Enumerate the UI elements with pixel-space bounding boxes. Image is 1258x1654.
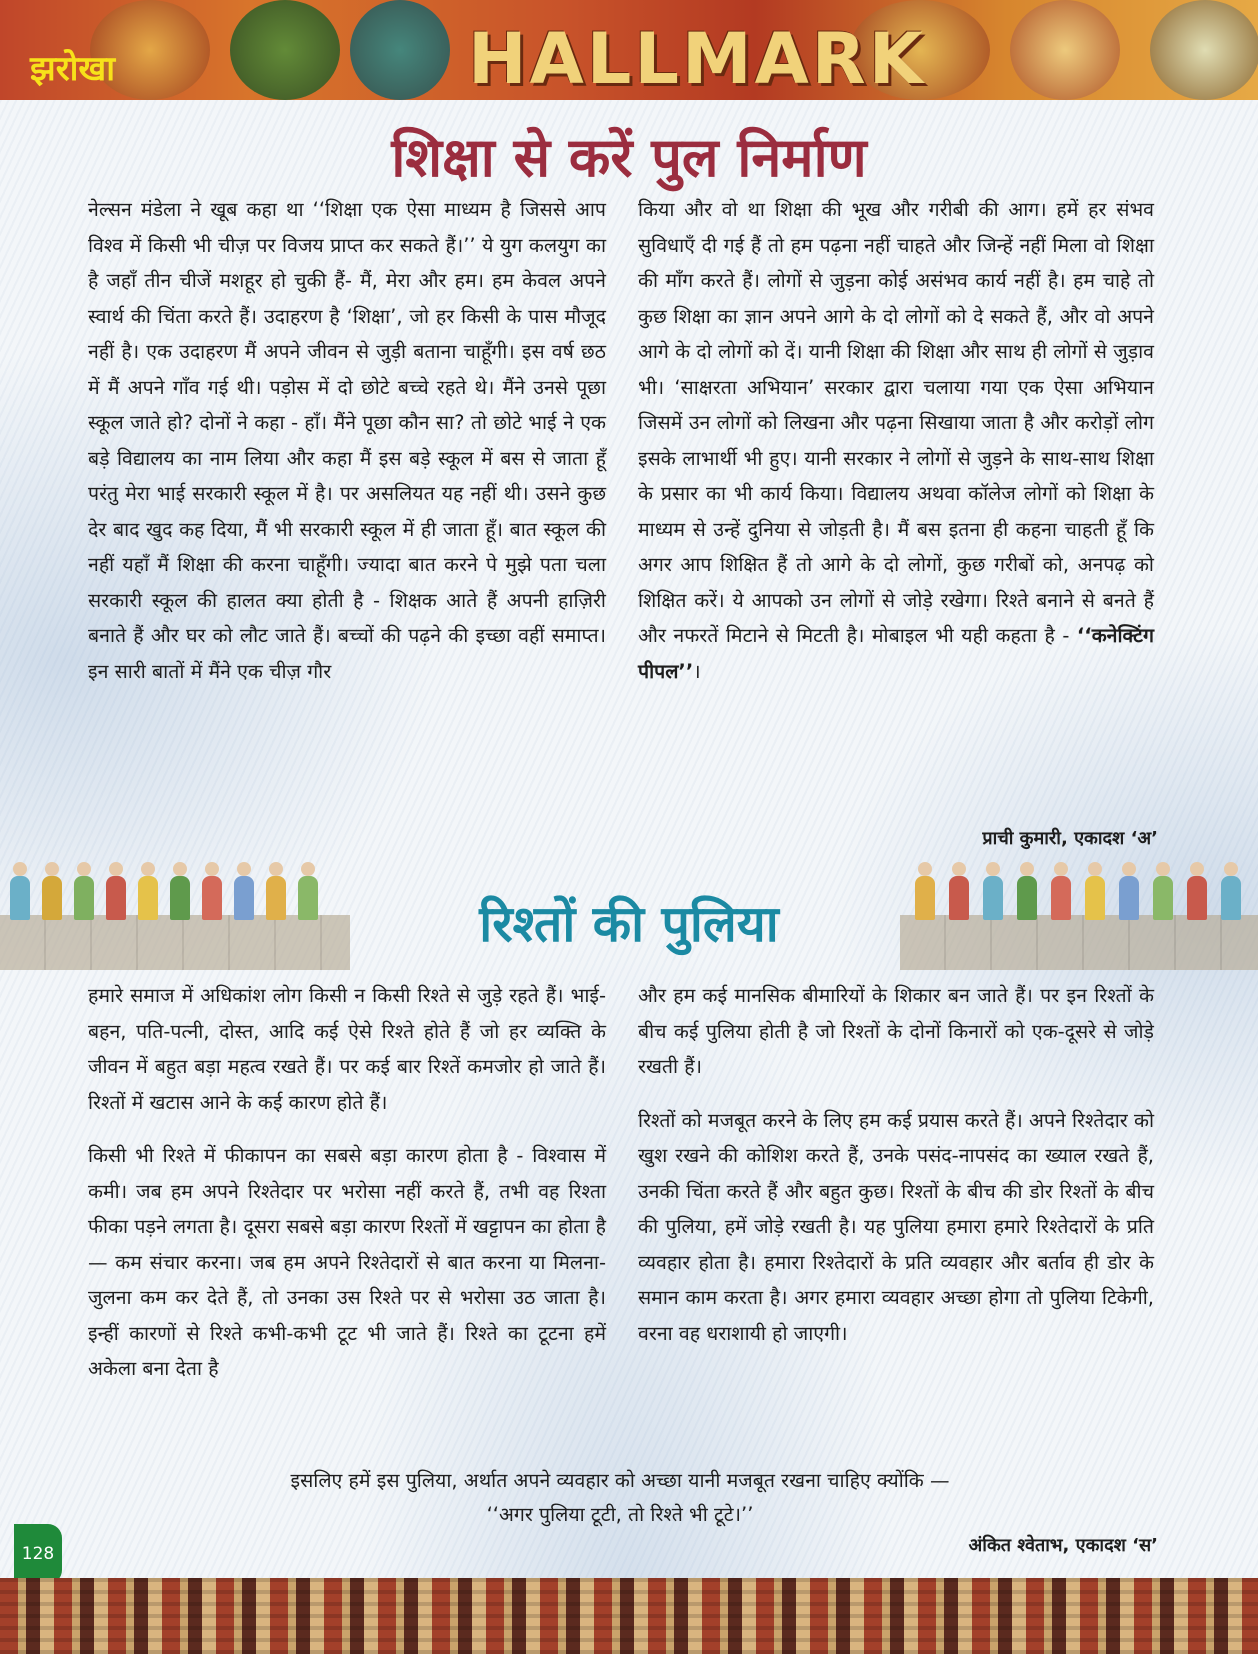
banner-art-peacock xyxy=(350,0,450,100)
article1-end-mark: । xyxy=(693,659,701,683)
section-label: झरोखा xyxy=(30,49,116,89)
article1-left-text: नेल्सन मंडेला ने खूब कहा था ‘‘शिक्षा एक ऐसा माध्यम है जिससे आप विश्व में किसी भी चीज़ पर विजय प्राप्त कर सकते हैं।’’ ये युग कलयुग का है जहाँ तीन चीजें मशहूर हो चुकी हैं- मैं, मेरा और हम। हम केवल अपने स्वार्थ की चिंता करते हैं। उदाहरण है ‘शिक्षा’, जो हर किसी के पास मौजूद नहीं है। एक उदाहरण मैं अपने जीवन से जुड़ी बताना चाहूँगी। इस वर्ष छठ में मैं अपने गाँव गई थी। पड़ोस में दो छोटे बच्चे रहते थे। मैंने उनसे पूछा स्कूल जाते हो? दोनों ने कहा - हाँ। मैंने पूछा कौन सा? तो छोटे भाई ने एक बड़े विद्यालय का नाम लिया और कहा मैं इस बड़े स्कूल में बस से जाता हूँ परंतु मेरा भाई सरकारी स्कूल में है। पर असलियत यह नहीं थी। उसने कुछ देर बाद खुद कह दिया, मैं भी सरकारी स्कूल में ही जाता हूँ। बात स्कूल की नहीं यहाँ मैं शिक्षा की करना चाहूँगी। ज्यादा बात करने पे मुझे पता चला सरकारी स्कूल की हालत क्या होती है - शिक्षक आते हैं अपनी हाज़िरी बनाते हैं और घर को लौट जाते हैं। बच्चों की पढ़ने की इच्छा वहीं समाप्त। इन सारी बातों में मैंने एक चीज़ गौर xyxy=(88,198,606,683)
article2-right-paragraph-1: और हम कई मानसिक बीमारियों के शिकार बन जाते हैं। पर इन रिश्तों के बीच कई पुलिया होती है जो रिश्तों के दोनों किनारों को एक-दूसरे से जोड़े रखती हैं। xyxy=(638,984,1154,1078)
footer-art-border xyxy=(0,1578,1258,1654)
article2-closing-quote: ‘‘अगर पुलिया टूटी, तो रिश्ते भी टूटे।’’ xyxy=(486,1503,754,1526)
article2-right-column xyxy=(638,978,1154,1369)
article2-title: रिश्तों की पुलिया xyxy=(479,895,779,953)
article1-title: शिक्षा से करें पुल निर्माण xyxy=(391,126,867,189)
article2-left-paragraph-2: किसी भी रिश्ते में फीकापन का सबसे बड़ा कारण होता है - विश्वास में कमी। जब हम अपने रिश्तेदार पर भरोसा नहीं करते हैं, तभी वह रिश्ता फीका पड़ने लगता है। दूसरा सबसे बड़ा कारण रिश्तों में खट्टापन का होता है— कम संचार करना। जब हम अपने रिश्तेदारों से बात करना या मिलना-जुलना कम कर देते हैं, तो उनका उस रिश्ते पर से भरोसा उठ जाता है। इन्हीं कारणों से रिश्ते कभी-कभी टूट भी जाते हैं। रिश्ते का टूटना हमें अकेला बना देता है xyxy=(88,1144,606,1380)
article1-right-text: किया और वो था शिक्षा की भूख और गरीबी की आग। हमें हर संभव सुविधाएँ दी गई हैं तो हम पढ़ना नहीं चाहते और जिन्हें नहीं मिला वो शिक्षा की माँग करते हैं। लोगों से जुड़ना कोई असंभव कार्य नहीं है। हम चाहे तो कुछ शिक्षा का ज्ञान अपने आगे के दो लोगों को दे सकते हैं, और वो अपने आगे के दो लोगों को दें। यानी शिक्षा की शिक्षा और साथ ही लोगों से जुड़ाव भी। ‘साक्षरता अभियान’ सरकार द्वारा चलाया गया एक ऐसा अभियान जिसमें उन लोगों को लिखना और पढ़ना सिखाया जाता है और करोड़ों लोग इसके लाभार्थी भी हुए। यानी सरकार ने लोगों से जुड़ने के साथ-साथ शिक्षा के प्रसार का भी कार्य किया। विद्यालय अथवा कॉलेज लोगों को शिक्षा के माध्यम से उन्हें दुनिया से जोड़ती है। मैं बस इतना ही कहना चाहती हूँ कि अगर आप शिक्षित हैं तो आगे के दो लोगों, कुछ गरीबों को, अनपढ़ को शिक्षित करें। ये आपको उन लोगों से जोड़े रखेगा। रिश्ते बनाने से बनते हैं और नफरतें मिटाने से मिटती है। मोबाइल भी यही कहता है - xyxy=(638,198,1154,647)
banner-art-mask xyxy=(230,0,340,100)
banner-art-right xyxy=(1150,0,1258,100)
header-banner xyxy=(0,0,1258,100)
article1-right-paragraph xyxy=(638,192,1154,689)
article2-author: अंकित श्वेताभ, एकादश ‘स’ xyxy=(968,1535,1158,1556)
article1-left-column xyxy=(88,192,606,707)
banner-art-figure xyxy=(1010,0,1120,100)
page-number: 128 xyxy=(14,1524,62,1584)
article2-left-column xyxy=(88,978,606,1405)
brand-title: HALLMARK xyxy=(468,18,926,100)
article2-closing-line: इसलिए हमें इस पुलिया, अर्थात अपने व्यवहार को अच्छा यानी मजबूत रखना चाहिए क्योंकि — xyxy=(290,1469,950,1492)
article1-connecting-people: ‘‘कनेक्टिंग पीपल’’ xyxy=(638,624,1154,683)
article1-right-column xyxy=(638,192,1154,707)
article2-left-paragraph-1: हमारे समाज में अधिकांश लोग किसी न किसी रिश्ते से जुड़े रहते हैं। भाई-बहन, पति-पत्नी, दोस्त, आदि कई ऐसे रिश्ते होते हैं जो हर व्यक्ति के जीवन में बहुत बड़ा महत्व रखते हैं। पर कई बार रिश्तें कमजोर हो जाते हैं। रिश्तों में खटास आने के कई कारण होते हैं। xyxy=(88,984,606,1114)
article1-author: प्राची कुमारी, एकादश ‘अ’ xyxy=(982,828,1158,849)
article2-right-paragraph-2: रिश्तों को मजबूत करने के लिए हम कई प्रयास करते हैं। अपने रिश्तेदार को खुश रखने की कोशिश करते हैं, उनके पसंद-नापसंद का ख्याल रखते हैं, उनकी चिंता करते हैं और बहुत कुछ। रिश्तों के बीच की डोर रिश्तों के बीच की पुलिया, हमें जोड़े रखती है। यह पुलिया हमारा हमारे रिश्तेदारों के प्रति व्यवहार होता है। हमारा रिश्तेदारों के प्रति व्यवहार और बर्ताव ही डोर के समान काम करता है। अगर हमारा व्यवहार अच्छा होगा तो पुलिया टिकेगी, वरना वह धराशायी हो जाएगी। xyxy=(638,1108,1154,1345)
